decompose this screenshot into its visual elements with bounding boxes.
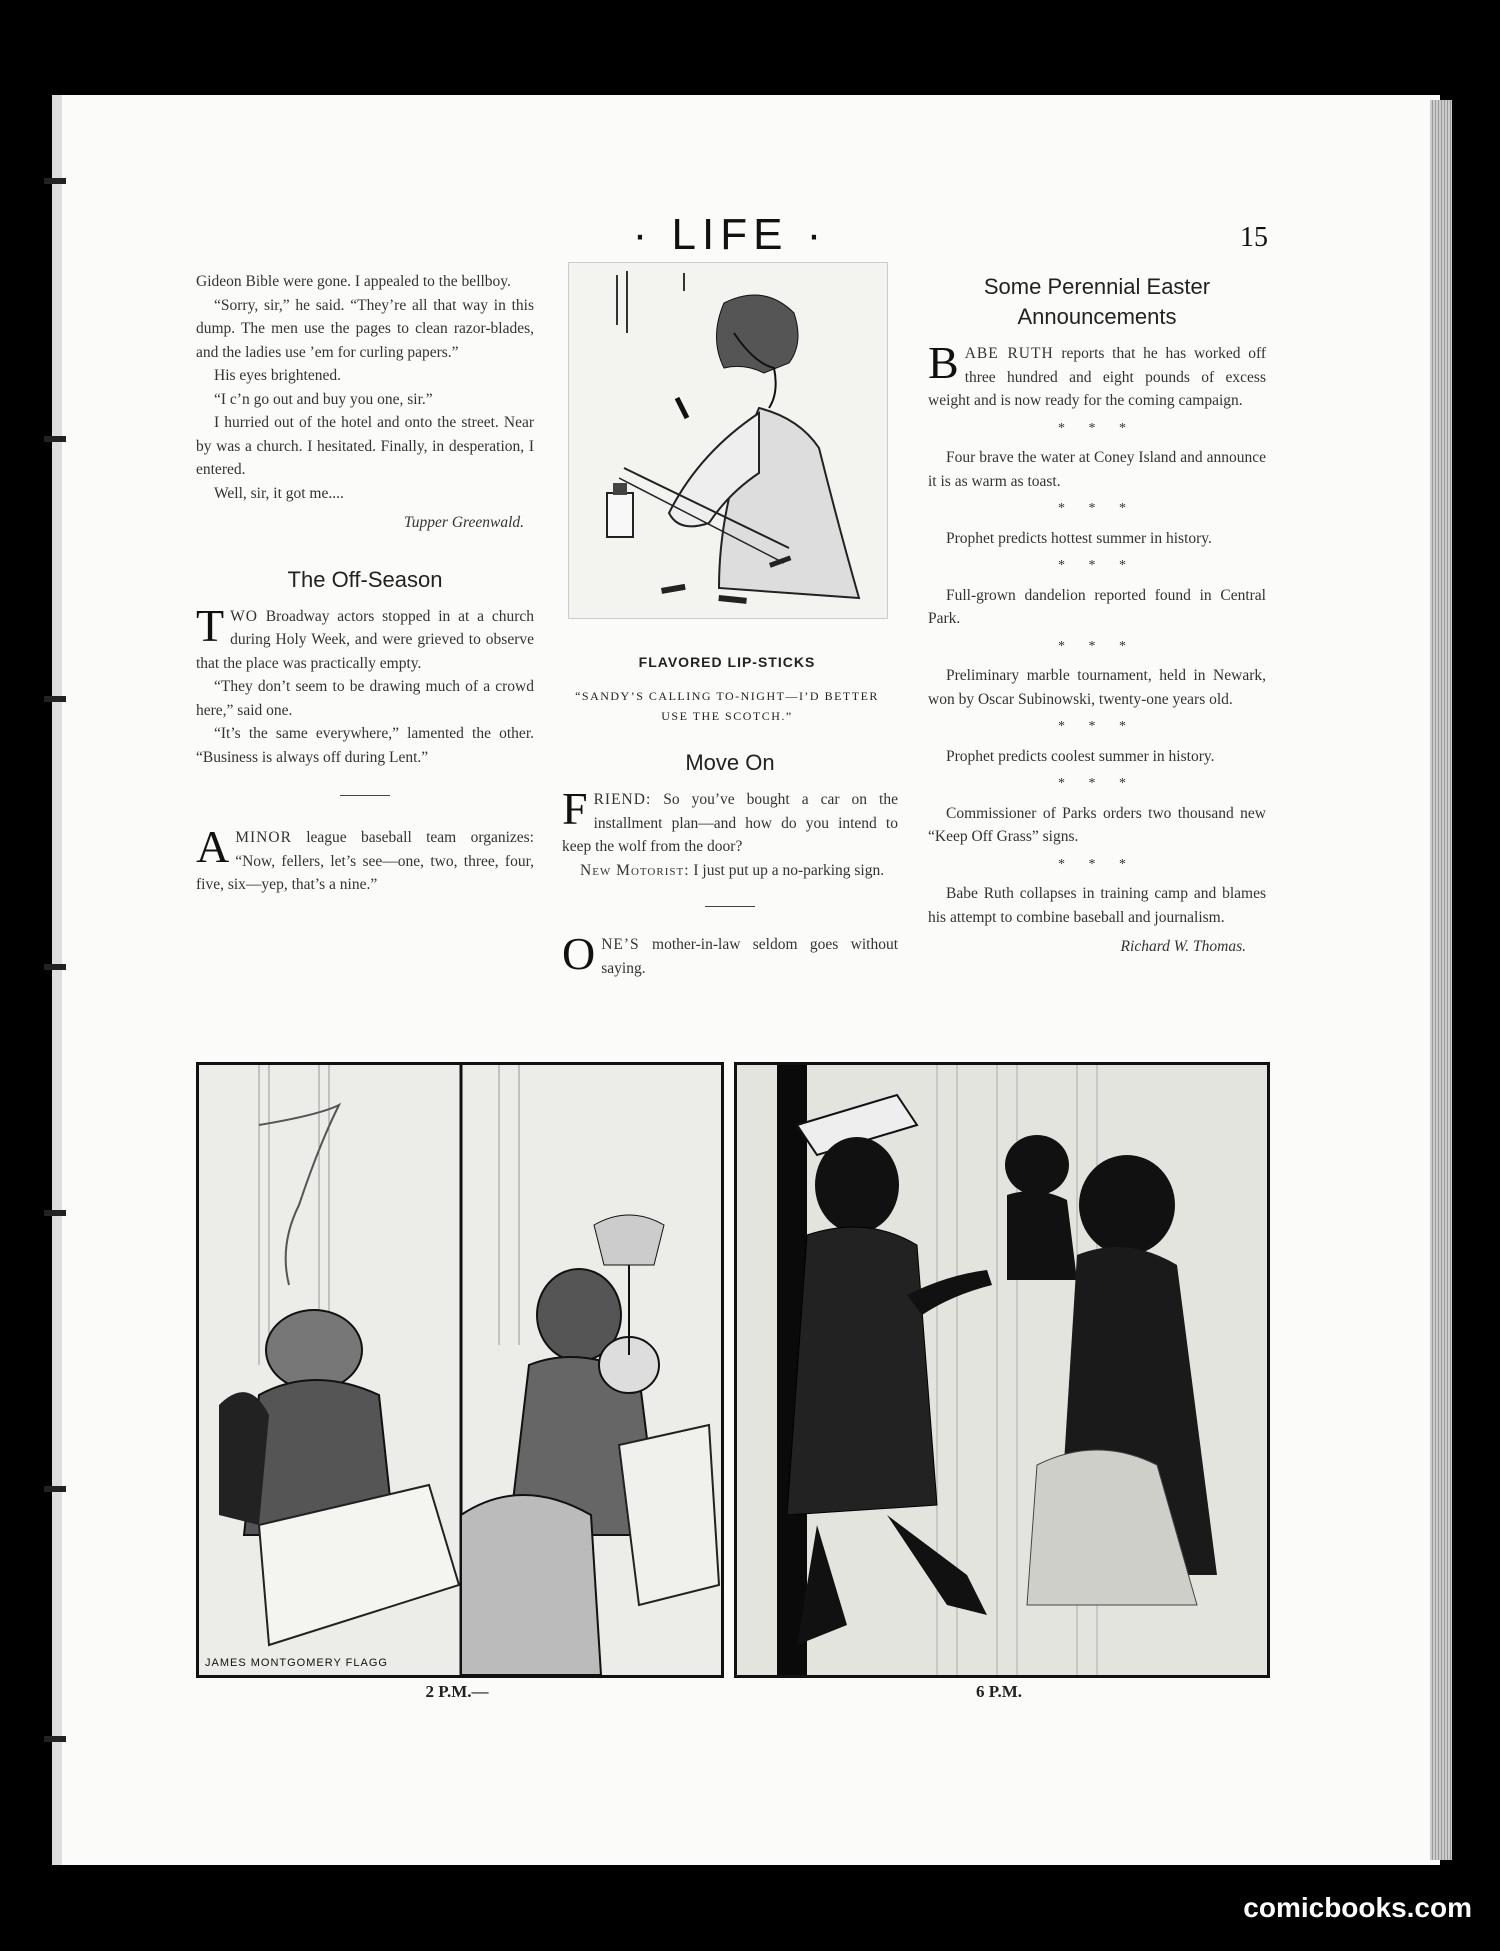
paragraph-text: So you’ve bought a car on the installment plan—and how do you intend to keep the wolf from the door?	[562, 791, 898, 855]
binding-mark	[44, 1210, 66, 1216]
caption-2pm: 2 P.M.—	[425, 1682, 489, 1701]
announcement-item: Commissioner of Parks orders two thousand new “Keep Off Grass” signs.	[928, 804, 1266, 845]
right-column	[928, 272, 1266, 959]
lipstick-illustration	[568, 262, 888, 619]
speaker-label: New Motorist:	[580, 861, 690, 879]
paragraph-text: league baseball team organizes: “Now, fellers, let’s see—one, two, three, four, five, six—yep, that’s a nine.”	[196, 829, 534, 893]
paragraph-text: reports that he has worked off three hundred and eight pounds of excess weight and is now ready for the coming campaign.	[928, 345, 1266, 409]
page-header	[0, 210, 1500, 270]
masthead: · LIFE ·	[632, 210, 828, 259]
story-signature: Tupper Greenwald.	[404, 514, 524, 531]
reply-text: I just put up a no-parking sign.	[689, 861, 885, 879]
binding-mark	[44, 1736, 66, 1742]
binding-mark	[44, 436, 66, 442]
dropcap: O	[562, 928, 596, 979]
move-on-reply	[562, 859, 898, 883]
binding-mark	[44, 178, 66, 184]
lead-word: RIEND:	[593, 791, 652, 808]
offseason-title: The Off-Season	[287, 566, 443, 592]
separator-stars: * * *	[1058, 856, 1136, 872]
dropcap: T	[196, 599, 225, 651]
announcement-item: Preliminary marble tournament, held in Newark, won by Oscar Subinowski, twenty-one years old.	[928, 667, 1266, 708]
paragraph-text: Broadway actors stopped in at a church during Holy Week, and were grieved to observe that the place was practically empty.	[196, 607, 534, 672]
mother-in-law-paragraph	[562, 928, 898, 980]
announcement-item: Prophet predicts coolest summer in history.	[946, 747, 1215, 765]
move-on-paragraph	[562, 783, 898, 859]
middle-column-text	[562, 748, 898, 980]
lead-word: MINOR	[235, 829, 292, 846]
artist-signature: JAMES MONTGOMERY FLAGG	[205, 1657, 388, 1669]
lead-word: ABE RUTH	[964, 345, 1054, 362]
left-column	[196, 270, 534, 897]
two-pm-drawing	[199, 1065, 721, 1675]
binding-mark	[44, 696, 66, 702]
minor-league-paragraph	[196, 821, 534, 897]
announcement-item: Four brave the water at Coney Island and announce it is as warm as toast.	[928, 449, 1266, 490]
woman-applying-lipstick-drawing	[569, 263, 887, 618]
binding-mark	[44, 1486, 66, 1492]
move-on-title: Move On	[685, 750, 775, 775]
lead-word: NE’S	[601, 936, 640, 953]
separator-stars: * * *	[1058, 719, 1136, 734]
offseason-paragraph: “It’s the same everywhere,” lamented the other. “Business is always off during Lent.”	[196, 725, 534, 766]
binding-mark	[44, 964, 66, 970]
page-number: 15	[1240, 222, 1268, 253]
illustration-caption: FLAVORED LIP-STICKS	[638, 654, 816, 670]
announcement-item: Full-grown dandelion reported found in Central Park.	[928, 586, 1266, 627]
lead-word: WO	[230, 607, 258, 625]
separator-stars: * * *	[1058, 420, 1136, 436]
dropcap: F	[562, 783, 588, 834]
announcement-item	[928, 337, 1266, 413]
caption-6pm: 6 P.M.	[975, 1682, 1023, 1701]
story-paragraph: His eyes brightened.	[214, 367, 341, 384]
page-spine	[52, 95, 62, 1865]
dropcap: B	[928, 337, 959, 388]
section-rule	[340, 795, 390, 796]
paragraph-text: mother-in-law seldom goes without saying.	[601, 936, 898, 977]
story-paragraph: Well, sir, it got me....	[214, 484, 344, 502]
offseason-first-paragraph	[196, 599, 534, 676]
watermark: comicbooks.com	[1243, 1892, 1472, 1923]
story-paragraph: Gideon Bible were gone. I appealed to the bellboy.	[196, 273, 511, 290]
announcements-signature: Richard W. Thomas.	[1120, 938, 1246, 955]
separator-stars: * * *	[1058, 776, 1136, 791]
easter-title: Some Perennial Easter Announcements	[983, 274, 1211, 329]
announcement-item: Babe Ruth collapses in training camp and blames his attempt to combine baseball and journalism.	[928, 885, 1266, 926]
separator-stars: * * *	[1058, 558, 1136, 573]
story-paragraph: “I c’n go out and buy you one, sir.”	[214, 390, 433, 408]
separator-stars: * * *	[1058, 501, 1136, 516]
cartoon-panel-6pm	[734, 1062, 1270, 1678]
offseason-paragraph: “They don’t seem to be drawing much of a crowd here,” said one.	[196, 678, 534, 719]
separator-stars: * * *	[1058, 638, 1136, 654]
story-paragraph: I hurried out of the hotel and onto the street. Near by was a church. I hesitated. Finally, in desperation, I entered.	[196, 414, 534, 478]
section-rule	[705, 906, 755, 907]
dropcap: A	[196, 821, 230, 872]
announcement-item: Prophet predicts hottest summer in history.	[946, 529, 1212, 547]
story-paragraph: “Sorry, sir,” he said. “They’re all that way in this dump. The men use the pages to clean razor-blades, and the ladies use ’em for curling papers.”	[196, 296, 534, 361]
illustration-subcaption: “SANDY’S CALLING TO-NIGHT—I’D BETTER USE THE SCOTCH.”	[575, 689, 879, 723]
cartoon-panel-2pm	[196, 1062, 724, 1678]
page-edge	[1430, 100, 1452, 1860]
six-pm-drawing	[737, 1065, 1267, 1675]
